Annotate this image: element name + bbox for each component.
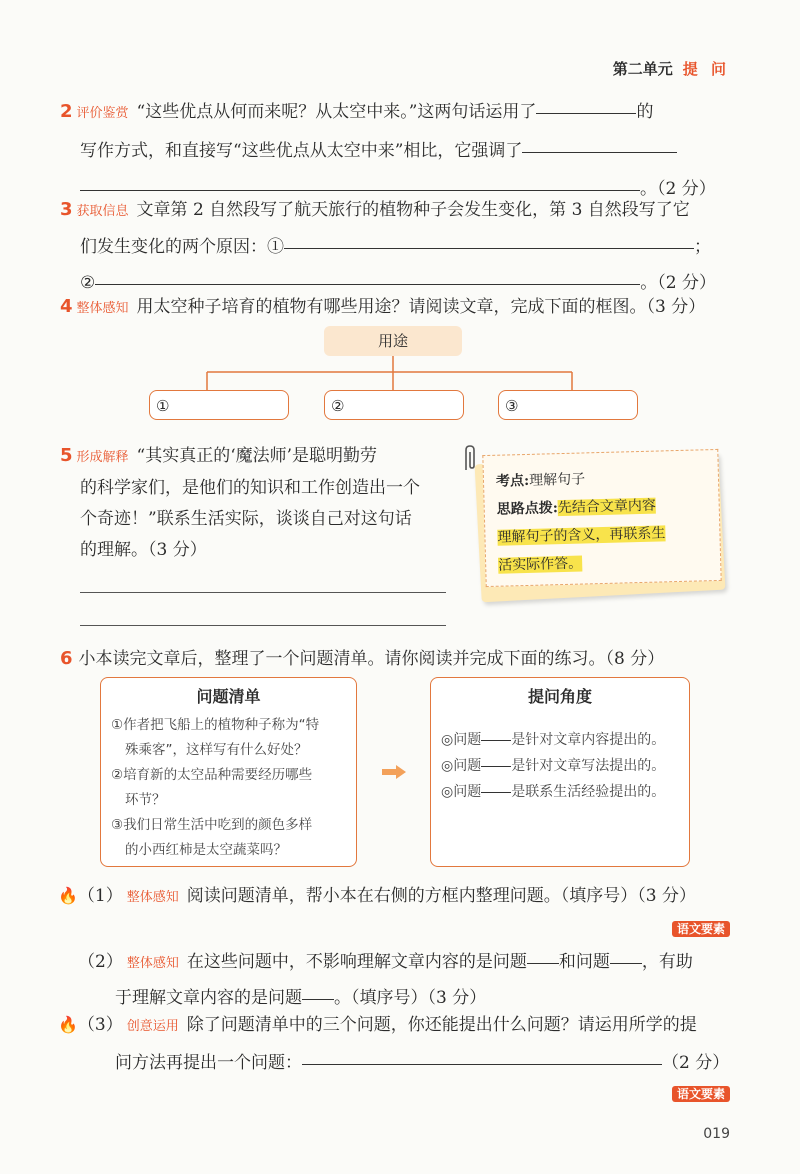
- angle-row-life: ◎问题 是联系生活经验提出的。: [441, 784, 666, 800]
- q4-text: 用太空种子培育的植物有哪些用途？请阅读文章，完成下面的框图。（3 分）: [136, 297, 706, 317]
- question-list-title: 问题清单: [196, 687, 261, 706]
- q3-line3-end: 。（2 分）: [640, 273, 716, 294]
- q2-line2: 写作方式，和直接写“这些优点从太空中来”相比，它强调了: [80, 141, 523, 162]
- flame-icon: 🔥: [58, 886, 78, 905]
- diagram-connectors: [0, 0, 800, 420]
- angle-row-content: ◎问题 是针对文章内容提出的。: [441, 732, 666, 748]
- q2-tag: 评价鉴赏: [76, 106, 129, 121]
- tip-note: [482, 449, 721, 587]
- list-item: ①作者把飞船上的植物种子称为“特: [111, 717, 320, 733]
- angle-blank-2[interactable]: [481, 765, 511, 767]
- q3-number: 3: [60, 199, 73, 220]
- sub1-number: （1）: [77, 886, 123, 906]
- tip-hint-1: 先结合文章内容: [557, 497, 657, 517]
- q3-line2-end: ；: [694, 237, 711, 258]
- q5-number: 5: [60, 445, 73, 466]
- question-6: [60, 642, 750, 676]
- arrow-right-icon: [382, 765, 406, 779]
- q2-number: 2: [60, 101, 73, 122]
- q6-text: 小本读完文章后，整理了一个问题清单。请你阅读并完成下面的练习。（8 分）: [78, 649, 665, 669]
- chip-2: [672, 1083, 730, 1103]
- q4-tag: 整体感知: [76, 301, 129, 316]
- angle-blank-1[interactable]: [481, 739, 511, 741]
- q6-number: 6: [60, 648, 73, 669]
- angle-blank-3[interactable]: [481, 791, 511, 793]
- sub2-number: （2）: [78, 952, 123, 972]
- subquestion-2: （2） 整体感知 在这些问题中，不影响理解文章内容的是问题 和问题 ，有助 于理解文章内容的是问题 。（填序号）（3 分）: [78, 952, 693, 1008]
- sub2-blank-1[interactable]: [527, 962, 559, 964]
- q5-line1: “其实真正的‘魔法师’是聪明勤劳: [136, 446, 378, 466]
- list-item: 的小西红柿是太空蔬菜吗？: [125, 842, 287, 858]
- q2-line1-end: 的: [636, 102, 654, 122]
- sub1-text: 阅读问题清单，帮小本在右侧的方框内整理问题。（填序号）（3 分）: [186, 886, 696, 906]
- q5-tag: 形成解释: [76, 450, 129, 465]
- list-item: ②培育新的太空品种需要经历哪些: [111, 767, 313, 783]
- tip-hint-3: 活实际作答。: [498, 555, 583, 574]
- list-item: 殊乘客”，这样写有什么好处？: [125, 742, 308, 758]
- q5-answer-line-1[interactable]: [80, 592, 446, 593]
- tip-point-label: 考点:: [495, 472, 530, 490]
- page-number: 019: [703, 1126, 730, 1142]
- q3-line2: 们发生变化的两个原因：①: [80, 237, 284, 258]
- sub3-tag: 创意运用: [126, 1019, 179, 1034]
- chip-1: [672, 918, 730, 938]
- diagram-box-1[interactable]: ①: [149, 390, 289, 420]
- diagram-box-2[interactable]: ②: [324, 390, 464, 420]
- sub2-tag: 整体感知: [126, 956, 179, 971]
- sub2-blank-2[interactable]: [610, 962, 642, 964]
- q3-tag: 获取信息: [76, 204, 129, 219]
- subquestion-1: [58, 880, 758, 912]
- subquestion-3: 🔥（3） 创意运用 除了问题清单中的三个问题，你还能提出什么问题？请运用所学的提 问方法再提出一个问题： （2 分）: [58, 1015, 730, 1073]
- diagram-root-box: 用途: [324, 326, 462, 356]
- q5-line2: 的科学家们，是他们的知识和工作创造出一个: [80, 478, 420, 498]
- q4-number: 4: [60, 296, 73, 317]
- question-list-box: [100, 677, 357, 867]
- tip-hint-label: 思路点拨:: [496, 500, 559, 518]
- q2-line1: “这些优点从何而来呢？从太空中来。”这两句话运用了: [136, 102, 537, 122]
- q5-line3: 个奇迹！”联系生活实际，谈谈自己对这句话: [80, 509, 412, 529]
- diagram-box-3[interactable]: ③: [498, 390, 638, 420]
- paperclip-icon: [460, 444, 482, 472]
- q2-line3-end: 。（2 分）: [640, 179, 716, 200]
- q3-line3: ②: [80, 273, 96, 294]
- sub2-blank-3[interactable]: [302, 998, 334, 1000]
- yuwen-yaosu-badge: 语文要素: [672, 921, 730, 937]
- list-item: 环节？: [125, 792, 166, 808]
- tip-point: 理解句子: [528, 471, 586, 489]
- unit-topic: 提 问: [682, 60, 730, 78]
- question-angle-box: [430, 677, 690, 867]
- unit-label: 第二单元: [612, 60, 673, 78]
- sub3-blank[interactable]: [302, 1063, 662, 1065]
- sub3-number: （3）: [77, 1015, 123, 1035]
- q5-answer-line-2[interactable]: [80, 625, 446, 626]
- angle-row-writing: ◎问题 是针对文章写法提出的。: [441, 758, 666, 774]
- question-angle-title: 提问角度: [527, 687, 592, 706]
- question-5: [60, 440, 460, 566]
- yuwen-yaosu-badge: 语文要素: [672, 1086, 730, 1102]
- sub1-tag: 整体感知: [126, 890, 179, 905]
- list-item: ③我们日常生活中吃到的颜色多样: [111, 817, 313, 833]
- flame-icon: 🔥: [58, 1015, 78, 1034]
- q3-line1: 文章第 2 自然段写了航天旅行的植物种子会发生变化，第 3 自然段写了它: [136, 200, 690, 220]
- tip-hint-2: 理解句子的含义，再联系生: [497, 525, 666, 546]
- q5-line4: 的理解。（3 分）: [80, 540, 207, 560]
